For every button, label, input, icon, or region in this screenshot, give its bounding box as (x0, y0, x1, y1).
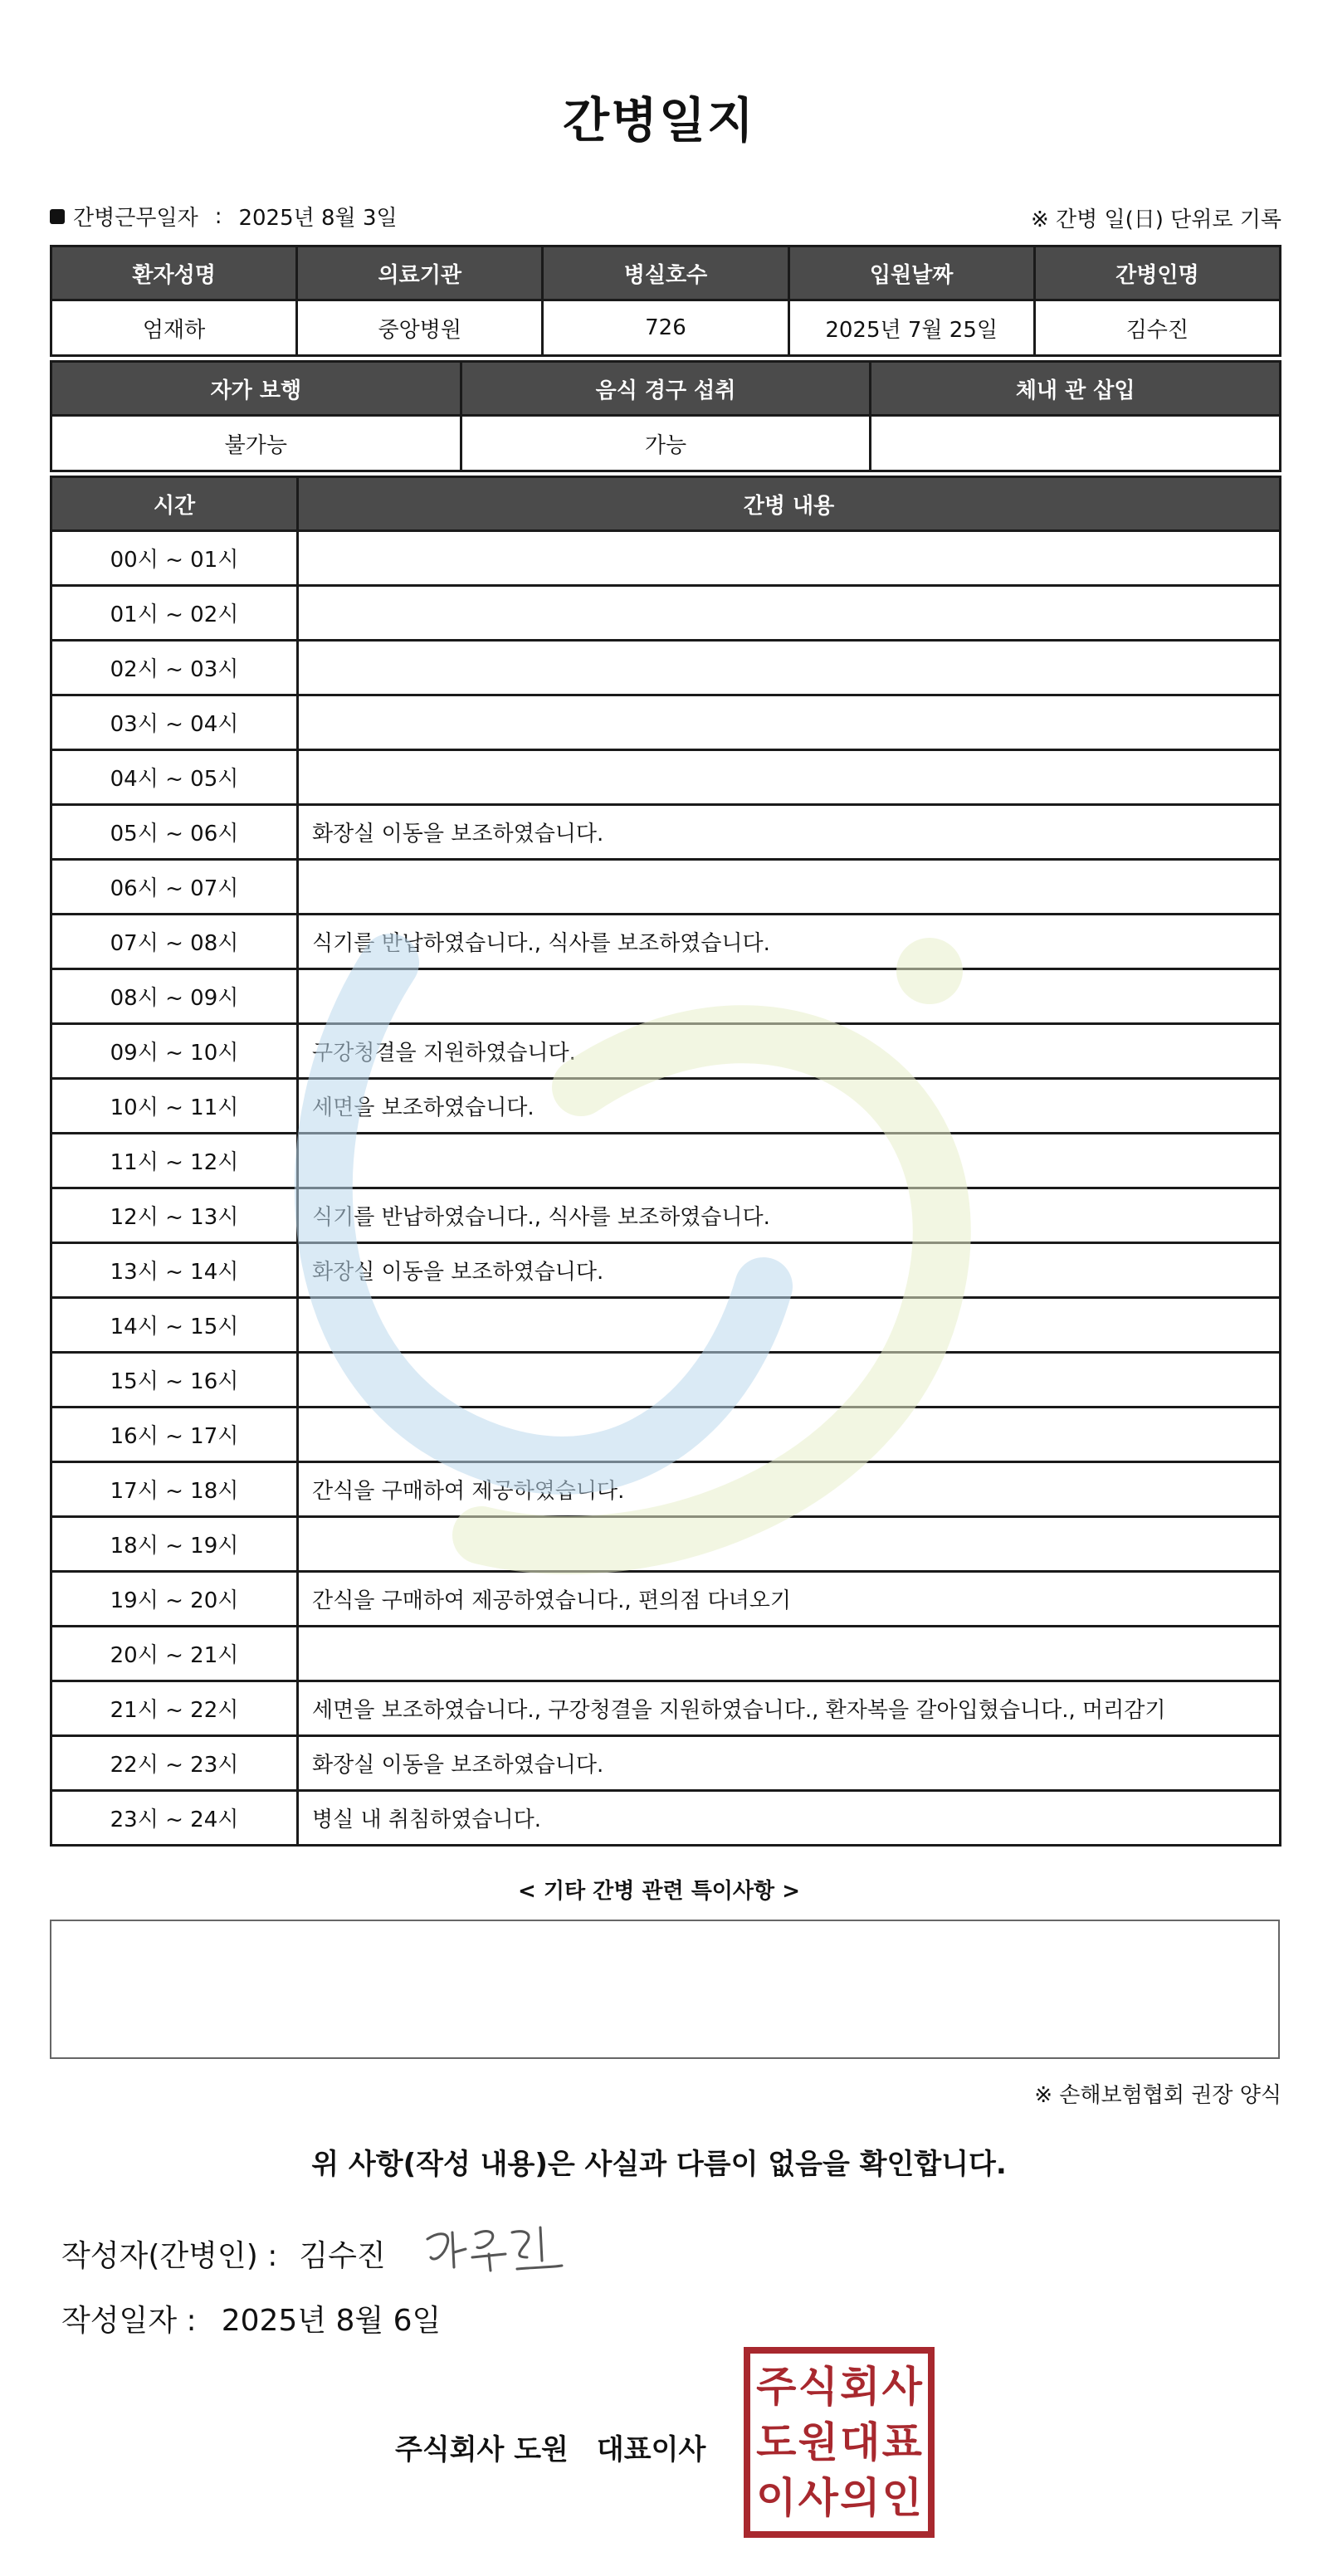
work-date-value: 2025년 8월 3일 (238, 206, 398, 231)
log-row (51, 641, 1281, 695)
log-row (51, 1079, 1281, 1134)
handwritten-signature (419, 2216, 569, 2282)
log-content (298, 750, 1281, 805)
seal-character: 도 (756, 2417, 797, 2466)
log-time: 09시 ~ 10시 (51, 1024, 298, 1079)
log-header-content: 간병 내용 (298, 477, 1281, 531)
seal-character: 대 (840, 2417, 881, 2466)
log-row (51, 1353, 1281, 1408)
log-row (51, 750, 1281, 805)
patient-info-header: 병실호수 (543, 246, 788, 300)
care-log-body (51, 531, 1281, 1846)
log-content: 식기를 반납하였습니다., 식사를 보조하였습니다. (298, 915, 1281, 969)
log-content (298, 860, 1281, 915)
written-date-value: 2025년 8월 6일 (221, 2304, 442, 2338)
hospital-name: 중앙병원 (297, 300, 543, 356)
log-content: 화장실 이동을 보조하였습니다. (298, 1243, 1281, 1298)
log-content: 세면을 보조하였습니다. (298, 1079, 1281, 1134)
square-bullet-icon (50, 209, 65, 224)
log-row (51, 1462, 1281, 1517)
association-note: ※ 손해보험협회 권장 양식 (1034, 2083, 1281, 2108)
log-time: 02시 ~ 03시 (51, 641, 298, 695)
log-time: 15시 ~ 16시 (51, 1353, 298, 1408)
log-time: 06시 ~ 07시 (51, 860, 298, 915)
seal-character: 원 (798, 2417, 838, 2466)
log-time: 08시 ~ 09시 (51, 969, 298, 1024)
special-notes-title: < 기타 간병 관련 특이사항 > (518, 1879, 800, 1904)
log-content (298, 1353, 1281, 1408)
written-date-label: 작성일자 : (61, 2304, 197, 2338)
log-time: 19시 ~ 20시 (51, 1572, 298, 1627)
log-row (51, 1298, 1281, 1353)
work-date-colon: : (214, 203, 222, 229)
log-time: 17시 ~ 18시 (51, 1462, 298, 1517)
log-content (298, 1627, 1281, 1681)
work-date (50, 201, 398, 232)
log-time: 12시 ~ 13시 (51, 1188, 298, 1243)
seal-character: 사 (881, 2362, 922, 2411)
special-notes-box (50, 1920, 1280, 2059)
log-time: 05시 ~ 06시 (51, 805, 298, 860)
seal-character: 식 (798, 2362, 838, 2411)
log-time: 01시 ~ 02시 (51, 586, 298, 641)
seal-character: 인 (881, 2474, 922, 2523)
log-row (51, 1517, 1281, 1572)
log-content: 세면을 보조하였습니다., 구강청결을 지원하였습니다., 환자복을 갈아입혔습니다., 머리감기 (298, 1681, 1281, 1736)
writer-label: 작성자(간병인) : (61, 2239, 278, 2273)
log-content: 화장실 이동을 보조하였습니다. (298, 805, 1281, 860)
seal-character: 회 (840, 2362, 881, 2411)
writer-line (61, 2232, 386, 2275)
seal-character: 사 (798, 2474, 838, 2523)
log-time: 18시 ~ 19시 (51, 1517, 298, 1572)
company-rep-title: 대표이사 (596, 2433, 706, 2466)
patient-name: 엄재하 (51, 300, 297, 356)
log-row (51, 586, 1281, 641)
seal-character: 주 (756, 2362, 797, 2411)
log-row (51, 969, 1281, 1024)
log-content: 구강청결을 지원하였습니다. (298, 1024, 1281, 1079)
log-content: 화장실 이동을 보조하였습니다. (298, 1736, 1281, 1791)
log-row (51, 1627, 1281, 1681)
log-time: 03시 ~ 04시 (51, 695, 298, 750)
abilities-header: 자가 보행 (51, 362, 461, 416)
log-content: 간식을 구매하여 제공하였습니다. (298, 1462, 1281, 1517)
log-row (51, 805, 1281, 860)
log-content (298, 1517, 1281, 1572)
log-content (298, 641, 1281, 695)
company-seal-stamp (744, 2347, 935, 2538)
log-row (51, 1408, 1281, 1462)
log-content: 간식을 구매하여 제공하였습니다., 편의점 다녀오기 (298, 1572, 1281, 1627)
caregiver-name: 김수진 (1034, 300, 1280, 356)
log-row (51, 1681, 1281, 1736)
patient-info-header: 간병인명 (1034, 246, 1280, 300)
log-time: 14시 ~ 15시 (51, 1298, 298, 1353)
log-time: 22시 ~ 23시 (51, 1736, 298, 1791)
admission-date: 2025년 7월 25일 (788, 300, 1034, 356)
log-time: 23시 ~ 24시 (51, 1791, 298, 1846)
writer-name: 김수진 (299, 2239, 386, 2273)
log-time: 11시 ~ 12시 (51, 1134, 298, 1188)
oral-intake-value: 가능 (461, 416, 871, 471)
log-time: 07시 ~ 08시 (51, 915, 298, 969)
log-time: 20시 ~ 21시 (51, 1627, 298, 1681)
log-content: 식기를 반납하였습니다., 식사를 보조하였습니다. (298, 1188, 1281, 1243)
log-content: 병실 내 취침하였습니다. (298, 1791, 1281, 1846)
log-content (298, 1134, 1281, 1188)
log-row (51, 1791, 1281, 1846)
log-time: 00시 ~ 01시 (51, 531, 298, 586)
self-walking-value: 불가능 (51, 416, 461, 471)
care-log-table (50, 476, 1281, 1847)
patient-info-table (50, 245, 1281, 357)
log-time: 21시 ~ 22시 (51, 1681, 298, 1736)
log-content (298, 695, 1281, 750)
log-row (51, 531, 1281, 586)
patient-info-header: 입원날짜 (788, 246, 1034, 300)
tube-insertion-value (871, 416, 1281, 471)
confirmation-statement: 위 사항(작성 내용)은 사실과 다름이 없음을 확인합니다. (311, 2148, 1007, 2181)
log-content (298, 1408, 1281, 1462)
patient-info-header: 의료기관 (297, 246, 543, 300)
log-header-time: 시간 (51, 477, 298, 531)
log-row (51, 1024, 1281, 1079)
log-time: 04시 ~ 05시 (51, 750, 298, 805)
log-row (51, 860, 1281, 915)
log-row (51, 1572, 1281, 1627)
patient-info-header: 환자성명 (51, 246, 297, 300)
log-time: 13시 ~ 14시 (51, 1243, 298, 1298)
abilities-header: 체내 관 삽입 (871, 362, 1281, 416)
work-date-label: 간병근무일자 (73, 206, 198, 231)
log-row (51, 915, 1281, 969)
log-content (298, 586, 1281, 641)
seal-character: 의 (840, 2474, 881, 2523)
log-time: 10시 ~ 11시 (51, 1079, 298, 1134)
seal-character: 이 (756, 2474, 797, 2523)
log-row (51, 1736, 1281, 1791)
log-time: 16시 ~ 17시 (51, 1408, 298, 1462)
log-content (298, 969, 1281, 1024)
room-number: 726 (543, 300, 788, 356)
company-line (395, 2427, 705, 2467)
seal-characters (755, 2359, 923, 2526)
document-title: 간병일지 (562, 92, 756, 149)
log-row (51, 1134, 1281, 1188)
abilities-header: 음식 경구 섭취 (461, 362, 871, 416)
log-row (51, 1243, 1281, 1298)
seal-character: 표 (881, 2417, 922, 2466)
log-row (51, 1188, 1281, 1243)
company-name: 주식회사 도원 (395, 2433, 569, 2466)
log-content (298, 1298, 1281, 1353)
abilities-table (50, 360, 1281, 472)
log-row (51, 695, 1281, 750)
log-content (298, 531, 1281, 586)
written-date-line (61, 2297, 441, 2339)
record-unit-note: ※ 간병 일(日) 단위로 기록 (1030, 207, 1281, 232)
